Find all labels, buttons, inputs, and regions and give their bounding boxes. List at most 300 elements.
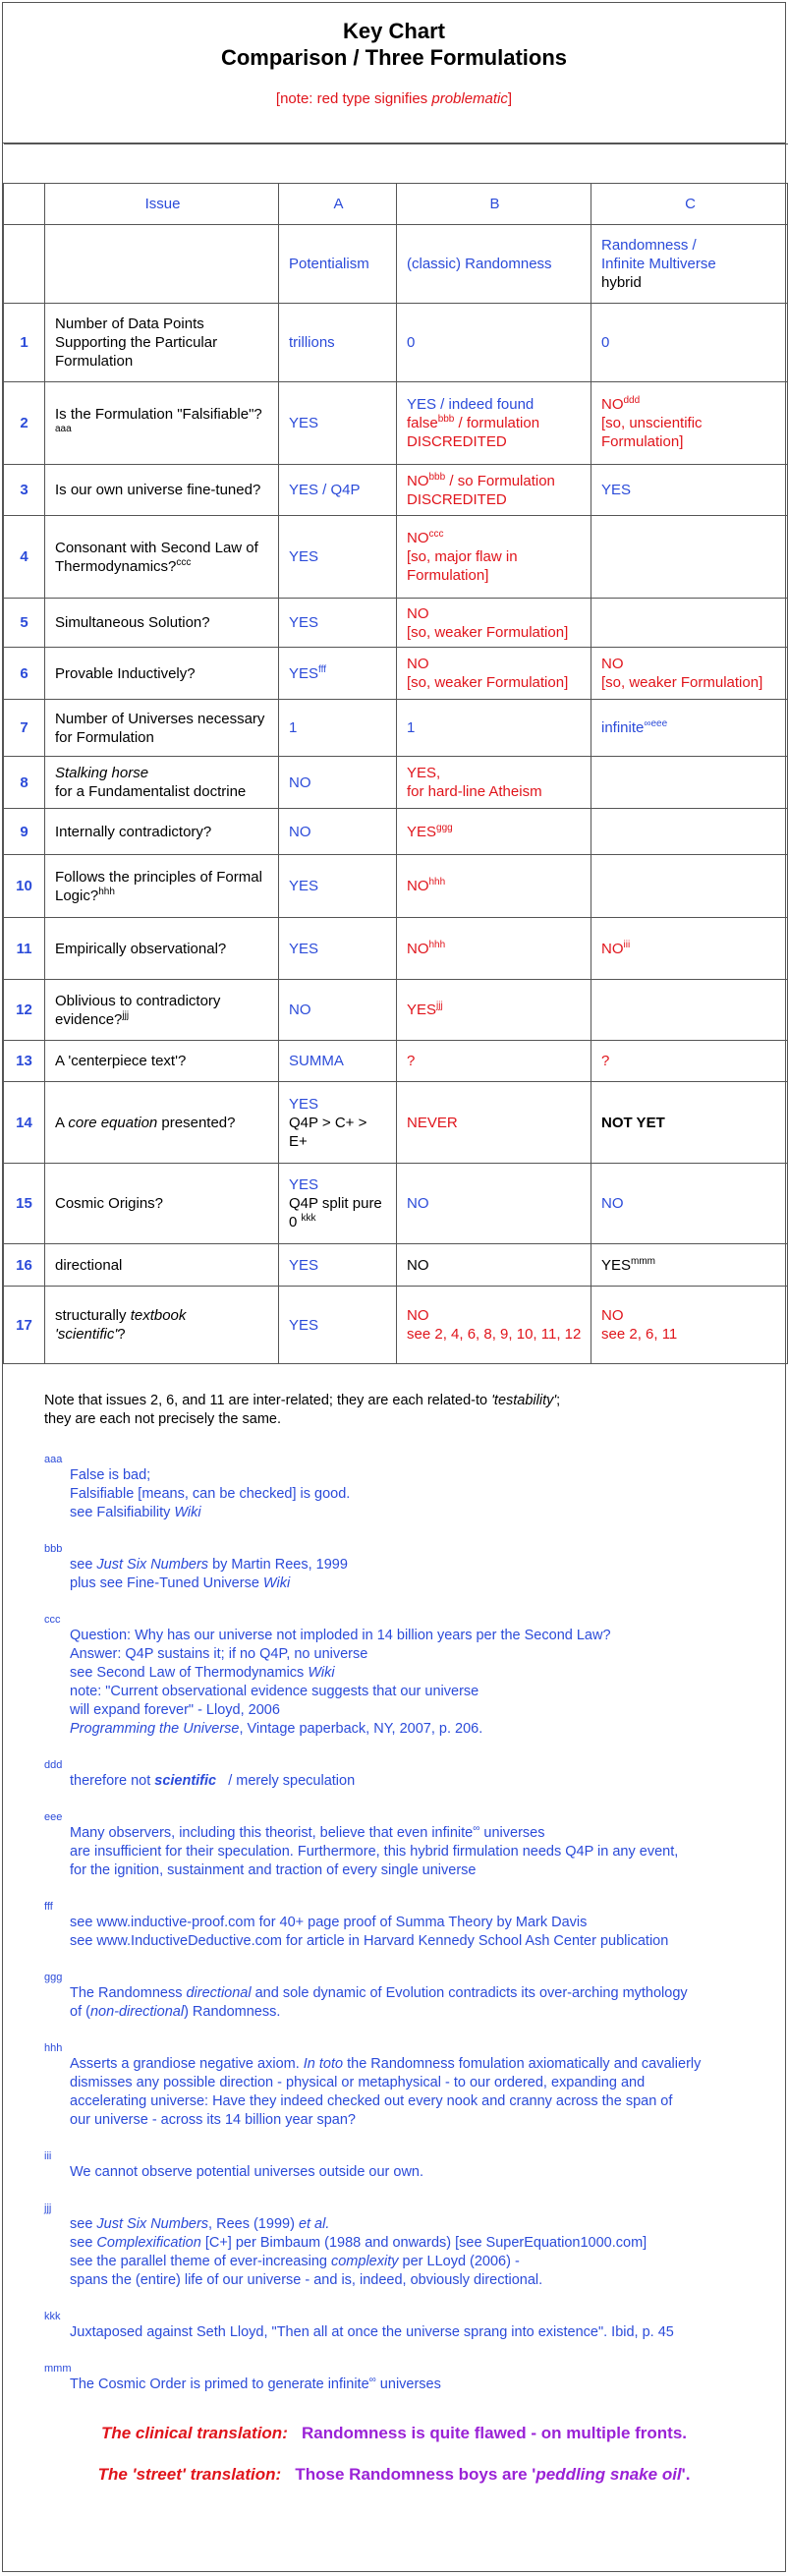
subheader-b: (classic) Randomness (397, 225, 591, 304)
footnote-line: are insufficient for their speculation. Furthermore, this hybrid firmulation needs Q4P in any event, (70, 1844, 679, 1860)
street-translation: The 'street' translation: Those Randomness boys are 'peddling snake oil'. (97, 2465, 691, 2484)
footnote-aaa (44, 1453, 785, 1522)
subheader-c-line2: Infinite Multiverse (601, 256, 716, 272)
row-c (591, 382, 788, 465)
footnote-text: by Martin Rees, 1999 (208, 1557, 348, 1573)
row-issue: Internally contradictory? (45, 809, 279, 855)
row-number: 17 (4, 1287, 45, 1364)
footnote-ref: jjj (436, 1001, 443, 1011)
issue-text-end: ? (117, 1326, 126, 1343)
row-b-no: NO (407, 878, 429, 894)
table-row (4, 1164, 788, 1244)
row-b-line3: DISCREDITED (407, 433, 507, 450)
row-c: YES (591, 465, 788, 516)
row-a: YES (279, 382, 397, 465)
row-number: 3 (4, 465, 45, 516)
street-italic: peddling snake oil (535, 2465, 682, 2484)
row-b-yes: YES (407, 1002, 437, 1018)
row-issue (45, 516, 279, 599)
row-a-yes: YES (289, 664, 319, 682)
row-c (591, 700, 788, 757)
footnote-mmm (44, 2362, 785, 2394)
row-b-line1 (407, 472, 583, 490)
row-a-equation: Q4P > C+ > E+ (289, 1114, 367, 1150)
table-row (4, 599, 788, 648)
subheader-a: Potentialism (279, 225, 397, 304)
row-b: NO (397, 1164, 591, 1244)
subheader-c-line3: hybrid (601, 274, 642, 291)
row-number: 12 (4, 980, 45, 1041)
row-c-line2: [so, weaker Formulation] (601, 674, 763, 691)
footnote-line: False is bad; (70, 1467, 151, 1483)
footnote-italic: Programming the Universe (70, 1721, 240, 1737)
footnote-italic: Just Six Numbers (96, 1557, 209, 1573)
footnote-line (44, 2003, 785, 2022)
footnote-line: Answer: Q4P sustains it; if no Q4P, no universe (70, 1646, 368, 1662)
footnote-line: for the ignition, sustainment and traction of every single universe (70, 1862, 477, 1878)
row-c (591, 1244, 788, 1287)
table-row (4, 1244, 788, 1287)
summary-section (3, 2414, 785, 2485)
footnote-ref: mmm (631, 1255, 656, 1267)
subheader-c-line1: Randomness / (601, 237, 697, 254)
row-issue: A 'centerpiece text'? (45, 1041, 279, 1082)
footnote-line: dismisses any possible direction - physical or metaphysical - to our ordered, expanding and (70, 2075, 646, 2090)
footnote-line (44, 2253, 785, 2271)
footnote-line: Falsifiable [means, can be checked] is good. (70, 1486, 351, 1502)
note-italic: problematic (431, 90, 508, 107)
row-b (397, 757, 591, 809)
footnote-italic: Wiki (262, 1575, 291, 1591)
footnote-text: Asserts a grandiose negative axiom. (70, 2056, 304, 2072)
row-a: YES (279, 1287, 397, 1364)
intro-italic: 'testability' (491, 1393, 557, 1408)
row-b-line2: DISCREDITED (407, 490, 507, 508)
street-label: The 'street' translation (97, 2465, 276, 2484)
issue-italic: core equation (68, 1114, 158, 1131)
footnote-text: see the parallel theme of ever-increasing (70, 2254, 331, 2269)
row-b-line2: for hard-line Atheism (407, 783, 542, 800)
table-row (4, 918, 788, 980)
footnote-italic: Just Six Numbers (96, 2216, 209, 2232)
row-b: 0 (397, 304, 591, 382)
row-c (591, 648, 788, 700)
footnote-text: and sole dynamic of Evolution contradicts its over-arching mythology (251, 1985, 688, 2001)
footnote-line: see www.inductive-proof.com for 40+ page proof of Summa Theory by Mark Davis (70, 1915, 588, 1930)
issue-text: structurally (55, 1307, 131, 1324)
footnote-line (44, 1984, 785, 2003)
infinity-sup: ∞ (473, 1823, 480, 1835)
row-b-line1: YES, (407, 765, 441, 781)
footnote-line (44, 1574, 785, 1593)
row-b (397, 1287, 591, 1364)
footnote-ref: ccc (176, 556, 192, 568)
footnote-ref: hhh (428, 877, 446, 887)
row-c: NO (591, 1164, 788, 1244)
row-c (591, 1287, 788, 1364)
row-c-yes: YES (601, 1256, 632, 1274)
footnote-line (44, 2215, 785, 2234)
row-b-formulation: / formulation (454, 415, 540, 431)
row-b-line2: see 2, 4, 6, 8, 9, 10, 11, 12 (407, 1326, 582, 1343)
footnote-text: universes (375, 2376, 441, 2392)
footnote-text: / merely speculation (216, 1773, 356, 1789)
row-number: 14 (4, 1082, 45, 1164)
row-a (279, 1164, 397, 1244)
intro-text: Note that issues 2, 6, and 11 are inter-related; they are each related-to (44, 1393, 492, 1408)
footnote-key: ddd (44, 1759, 63, 1771)
row-b-line2: [so, weaker Formulation] (407, 674, 569, 691)
row-b (397, 516, 591, 599)
street-text: Those Randomness boys are ' (295, 2465, 536, 2484)
header-num-cell (4, 184, 45, 225)
row-number: 7 (4, 700, 45, 757)
row-number: 2 (4, 382, 45, 465)
footnote-iii (44, 2149, 785, 2182)
footnote-key: jjj (44, 2203, 52, 2214)
table-row (4, 1041, 788, 1082)
row-b (397, 809, 591, 855)
header-b: B (397, 184, 591, 225)
subheader-issue-cell (45, 225, 279, 304)
table-row (4, 382, 788, 465)
issue-italic-2: 'scientific' (55, 1326, 118, 1343)
row-a: NO (279, 980, 397, 1041)
row-a (279, 1082, 397, 1164)
row-b-line2: [so, major flaw in Formulation] (407, 548, 518, 584)
row-c-line1: NO (601, 656, 624, 672)
header-a: A (279, 184, 397, 225)
footnote-ref: kkk (301, 1213, 316, 1224)
subheader-c (591, 225, 788, 304)
footnote-key: kkk (44, 2311, 61, 2322)
footnote-text: therefore not (70, 1773, 155, 1789)
row-number: 16 (4, 1244, 45, 1287)
footnote-key: ccc (44, 1614, 61, 1626)
footnote-line: our universe - across its 14 billion year span? (70, 2112, 356, 2128)
row-issue (45, 382, 279, 465)
row-c (591, 980, 788, 1041)
row-a-line2 (289, 1194, 388, 1231)
row-b: 1 (397, 700, 591, 757)
issue-text: Consonant with Second Law of Thermodynamics? (55, 539, 258, 575)
intro-line2: they are each not precisely the same. (44, 1411, 281, 1427)
footnote-fff (44, 1900, 785, 1951)
row-issue (45, 855, 279, 918)
row-b: ? (397, 1041, 591, 1082)
row-issue (45, 757, 279, 809)
page (2, 2, 786, 2572)
footnote-ref: hhh (428, 939, 446, 950)
clinical-label: The clinical translation (100, 2424, 283, 2442)
row-b (397, 855, 591, 918)
row-number: 10 (4, 855, 45, 918)
footnote-line: spans the (entire) life of our universe - and is, indeed, obviously directional. (70, 2272, 543, 2288)
footnote-ref: jjj (122, 1009, 130, 1021)
row-b (397, 648, 591, 700)
row-number: 15 (4, 1164, 45, 1244)
footnote-text: see Second Law of Thermodynamics (70, 1665, 309, 1681)
row-issue: Is our own universe fine-tuned? (45, 465, 279, 516)
footnote-line: Juxtaposed against Seth Lloyd, "Then all at once the universe sprang into existence". Ibid, p. 45 (70, 2324, 674, 2340)
row-a: SUMMA (279, 1041, 397, 1082)
row-b-line1 (407, 529, 583, 547)
note-suffix: ] (507, 90, 513, 107)
row-a: NO (279, 757, 397, 809)
row-number: 5 (4, 599, 45, 648)
footnote-italic: Complexification (96, 2235, 201, 2251)
footnote-text: per LLoyd (2006) - (398, 2254, 520, 2269)
row-a (279, 648, 397, 700)
footnote-ref: fff (318, 663, 326, 675)
row-c-line1: NO (601, 1307, 624, 1324)
table-row (4, 855, 788, 918)
row-issue: Provable Inductively? (45, 648, 279, 700)
row-a: YES (279, 1244, 397, 1287)
footnote-text: Many observers, including this theorist, believe that even infinite (70, 1825, 474, 1841)
footnote-text: , Vintage paperback, NY, 2007, p. 206. (239, 1721, 483, 1737)
footnote-text: see (70, 2216, 97, 2232)
row-issue (45, 1287, 279, 1364)
footnote-italic: Wiki (308, 1665, 335, 1681)
row-c: ? (591, 1041, 788, 1082)
footnote-text: , Rees (1999) (208, 2216, 299, 2232)
row-b-no: NO (407, 940, 429, 957)
color-note (3, 90, 785, 107)
footnote-line: see www.InductiveDeductive.com for article in Harvard Kennedy School Ash Center publication (70, 1933, 669, 1949)
comparison-table (3, 143, 788, 1364)
footnote-ref: bbb (437, 414, 455, 425)
row-b (397, 382, 591, 465)
footnote-bold-italic: scientific (154, 1773, 217, 1789)
row-a: trillions (279, 304, 397, 382)
table-row (4, 304, 788, 382)
table-row (4, 757, 788, 809)
footnote-line (44, 1556, 785, 1574)
footnote-text: of ( (70, 2004, 90, 2020)
row-c (591, 516, 788, 599)
row-a-line1: YES (289, 1095, 319, 1113)
issue-text: Is the Formulation "Falsifiable"? (55, 405, 262, 423)
footnote-line (44, 1824, 785, 1843)
issue-italic: Stalking horse (55, 765, 149, 781)
footnote-ref: ∞eee (644, 718, 668, 729)
footnote-line: Question: Why has our universe not imploded in 14 billion years per the Second Law? (70, 1628, 611, 1643)
row-issue (45, 980, 279, 1041)
footnote-key: mmm (44, 2363, 72, 2375)
row-b-no: NO (407, 530, 429, 546)
table-row (4, 980, 788, 1041)
note-prefix: [note: red type signifies (275, 90, 432, 107)
table-row (4, 700, 788, 757)
row-c-line2: see 2, 6, 11 (601, 1326, 678, 1343)
row-a: YES (279, 855, 397, 918)
row-number: 1 (4, 304, 45, 382)
footnote-bbb (44, 1542, 785, 1593)
column-header-row (4, 184, 788, 225)
footnote-key: hhh (44, 2042, 63, 2054)
footnote-line (44, 1720, 785, 1739)
row-issue: Empirically observational? (45, 918, 279, 980)
footnote-ref: ggg (436, 822, 453, 833)
row-b: NO (397, 1244, 591, 1287)
row-a: 1 (279, 700, 397, 757)
row-a: YES (279, 516, 397, 599)
table-row (4, 1082, 788, 1164)
column-subheader-row (4, 225, 788, 304)
footnote-ref: ccc (428, 529, 444, 540)
footnote-key: ggg (44, 1972, 63, 1983)
footnote-key: aaa (44, 1454, 63, 1465)
footnote-text: universes (479, 1825, 545, 1841)
row-b-no: NO (407, 472, 429, 489)
row-b-rest: / so Formulation (445, 472, 555, 489)
issue-italic: textbook (130, 1307, 187, 1324)
footnote-line (44, 2055, 785, 2074)
issue-text: A (55, 1114, 69, 1131)
footnote-ref: ddd (623, 395, 641, 406)
row-a: YES (279, 599, 397, 648)
clinical-text: Randomness is quite flawed - on multiple fronts. (302, 2424, 688, 2442)
footnote-ccc (44, 1613, 785, 1739)
footnote-text: the Randomness fomulation axiomatically and cavalierly (343, 2056, 702, 2072)
footnote-line (44, 1664, 785, 1683)
row-b-line1: YES / indeed found (407, 396, 535, 413)
footnote-ref: iii (623, 939, 631, 950)
footnote-text: The Randomness (70, 1985, 187, 2001)
row-c-infinite: infinite (601, 719, 645, 736)
row-c (591, 918, 788, 980)
issue-text-end: presented? (157, 1114, 236, 1131)
row-c (591, 599, 788, 648)
row-b: NEVER (397, 1082, 591, 1164)
row-b-yes: YES (407, 823, 437, 840)
row-a: YES / Q4P (279, 465, 397, 516)
footnote-line (44, 1504, 785, 1522)
row-a-split: Q4P split pure 0 (289, 1195, 382, 1231)
row-b-line2: [so, weaker Formulation] (407, 623, 569, 641)
row-issue: Cosmic Origins? (45, 1164, 279, 1244)
footnote-key: eee (44, 1811, 63, 1823)
footnote-line: will expand forever" - Lloyd, 2006 (70, 1702, 280, 1718)
street-end: '. (681, 2465, 691, 2484)
row-issue: Number of Universes necessary for Formulation (45, 700, 279, 757)
page-title: Key Chart (343, 19, 445, 43)
row-number: 13 (4, 1041, 45, 1082)
row-b (397, 465, 591, 516)
row-a: NO (279, 809, 397, 855)
footnote-italic: non-directional (89, 2004, 185, 2020)
row-number: 8 (4, 757, 45, 809)
footnote-text: The Cosmic Order is primed to generate infinite (70, 2376, 369, 2392)
row-c (591, 809, 788, 855)
row-c-no: NO (601, 940, 624, 957)
footnote-italic: et al. (298, 2216, 330, 2232)
footnote-line: accelerating universe: Have they indeed checked out every nook and cranny across the span of (70, 2093, 673, 2109)
table-row (4, 1287, 788, 1364)
issue-text: Follows the principles of Formal Logic? (55, 868, 262, 904)
footnote-text: see (70, 2235, 97, 2251)
row-issue (45, 1082, 279, 1164)
footnote-text: see (70, 1557, 97, 1573)
footnote-italic: complexity (330, 2254, 399, 2269)
footnote-ref: aaa (55, 423, 72, 434)
row-b-false: false (407, 415, 438, 431)
row-a-line1: YES (289, 1176, 319, 1193)
chart-header (3, 3, 785, 143)
row-c: 0 (591, 304, 788, 382)
footnote-ggg (44, 1971, 785, 2022)
table-row (4, 516, 788, 599)
footnote-italic: directional (186, 1985, 252, 2001)
subheader-num-cell (4, 225, 45, 304)
footnote-text: [C+] per Bimbaum (1988 and onwards) [see SuperEquation1000.com] (200, 2235, 647, 2251)
row-b-line2 (407, 414, 583, 432)
footnote-ref: hhh (98, 886, 115, 897)
footnote-italic: In toto (303, 2056, 344, 2072)
footnote-line (44, 2376, 785, 2394)
row-b-line1: NO (407, 1307, 429, 1324)
row-issue: Simultaneous Solution? (45, 599, 279, 648)
table-row (4, 809, 788, 855)
issue-text: Oblivious to contradictory evidence? (55, 992, 221, 1028)
table-row (4, 465, 788, 516)
footnote-key: bbb (44, 1543, 63, 1555)
row-b-line1: NO (407, 604, 429, 622)
footnote-line (44, 2234, 785, 2253)
row-number: 9 (4, 809, 45, 855)
row-b (397, 918, 591, 980)
footnote-kkk (44, 2310, 785, 2342)
row-c: NOT YET (591, 1082, 788, 1164)
infinity-sup: ∞ (368, 2375, 376, 2386)
footnote-key: fff (44, 1901, 53, 1913)
row-a: YES (279, 918, 397, 980)
footnote-ref: bbb (428, 471, 446, 483)
intro-end: ; (556, 1393, 561, 1408)
table-row (4, 648, 788, 700)
footnotes-section (3, 1364, 785, 2394)
footnote-line: note: "Current observational evidence suggests that our universe (70, 1684, 479, 1699)
row-c (591, 757, 788, 809)
row-c-line1 (601, 395, 779, 414)
header-c: C (591, 184, 788, 225)
footnote-text: ) Randomness. (184, 2004, 281, 2020)
footnote-key: iii (44, 2150, 52, 2162)
header-issue: Issue (45, 184, 279, 225)
row-number: 11 (4, 918, 45, 980)
row-issue: directional (45, 1244, 279, 1287)
footnote-jjj (44, 2202, 785, 2290)
footnote-line: We cannot observe potential universes outside our own. (70, 2164, 424, 2180)
page-subtitle: Comparison / Three Formulations (220, 45, 568, 70)
row-issue: Number of Data Points Supporting the Particular Formulation (45, 304, 279, 382)
row-number: 6 (4, 648, 45, 700)
notes-intro (44, 1392, 785, 1429)
row-c-no: NO (601, 396, 624, 413)
row-b-line1: NO (407, 656, 429, 672)
footnote-eee (44, 1810, 785, 1880)
row-number: 4 (4, 516, 45, 599)
footnote-hhh (44, 2041, 785, 2130)
issue-text: for a Fundamentalist doctrine (55, 783, 247, 800)
row-b (397, 980, 591, 1041)
footnote-line (44, 1772, 785, 1791)
footnote-italic: Wiki (174, 1505, 201, 1520)
footnote-ddd (44, 1758, 785, 1791)
footnote-text: plus see Fine-Tuned Universe (70, 1575, 263, 1591)
row-c-line2: [so, unscientific Formulation] (601, 415, 703, 450)
